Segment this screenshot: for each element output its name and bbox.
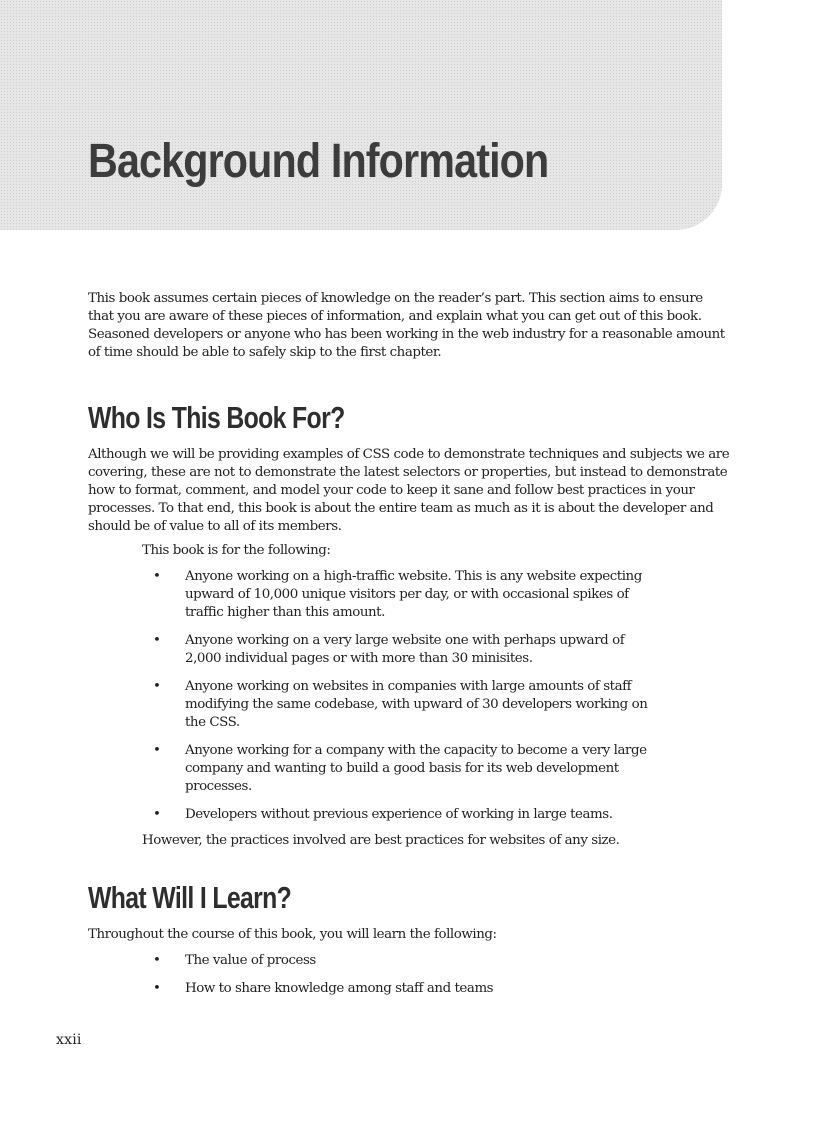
who-body-paragraph: Although we will be providing examples of CSS code to demonstrate techniques and subjects we are covering, these are not to demonstrate the latest selectors or properties, but instead to demonstrate how to format, comment, and model your code to keep it sane and follow best practices in your processes. To that end, this book is about the entire team as much as it is about the developer and should be of value to all of its members.	[88, 447, 730, 534]
page-content	[88, 290, 730, 1008]
list-item-text: Anyone working for a company with the capacity to become a very large company and wanting to build a good basis for its web development processes.	[185, 743, 647, 794]
learn-lead-text: Throughout the course of this book, you will learn the following:	[88, 927, 497, 942]
who-bullet-list	[88, 568, 655, 824]
bullet-icon: •	[153, 807, 161, 822]
who-lead-text: This book is for the following:	[142, 543, 331, 558]
section-heading-learn: What Will I Learn?	[88, 880, 292, 915]
list-item-text: How to share knowledge among staff and teams	[185, 981, 494, 996]
who-closing-text: However, the practices involved are best practices for websites of any size.	[142, 833, 620, 848]
bullet-icon: •	[153, 569, 161, 584]
list-item-text: Developers without previous experience of working in large teams.	[185, 807, 613, 822]
bullet-icon: •	[153, 981, 161, 996]
bullet-icon: •	[153, 633, 161, 648]
chapter-title: Background Information	[88, 135, 549, 188]
bullet-icon: •	[153, 953, 161, 968]
bullet-icon: •	[153, 679, 161, 694]
list-item	[153, 678, 655, 732]
list-item	[153, 742, 655, 796]
list-item	[153, 980, 655, 998]
learn-bullet-list	[88, 952, 655, 998]
list-item-text: The value of process	[185, 953, 316, 968]
list-item-text: Anyone working on websites in companies with large amounts of staff modifying the same codebase, with upward of 30 developers working on the CSS.	[185, 679, 648, 730]
list-item-text: Anyone working on a high-traffic website. This is any website expecting upward of 10,000 unique visitors per day, or with occasional spikes of traffic higher than this amount.	[185, 569, 642, 620]
list-item	[153, 632, 655, 668]
bullet-icon: •	[153, 743, 161, 758]
list-item	[153, 568, 655, 622]
list-item	[153, 952, 655, 970]
page-number: xxii	[56, 1032, 82, 1048]
section-heading-who: Who Is This Book For?	[88, 400, 345, 435]
intro-paragraph: This book assumes certain pieces of knowledge on the reader’s part. This section aims to ensure that you are aware of these pieces of information, and explain what you can get out of this book. Seasoned developers or anyone who has been working in the web industry for a reasonable amount of time should be able to safely skip to the first chapter.	[88, 291, 725, 360]
chapter-header-band	[0, 0, 722, 230]
list-item-text: Anyone working on a very large website one with perhaps upward of 2,000 individual pages or with more than 30 minisites.	[185, 633, 625, 666]
list-item	[153, 806, 655, 824]
